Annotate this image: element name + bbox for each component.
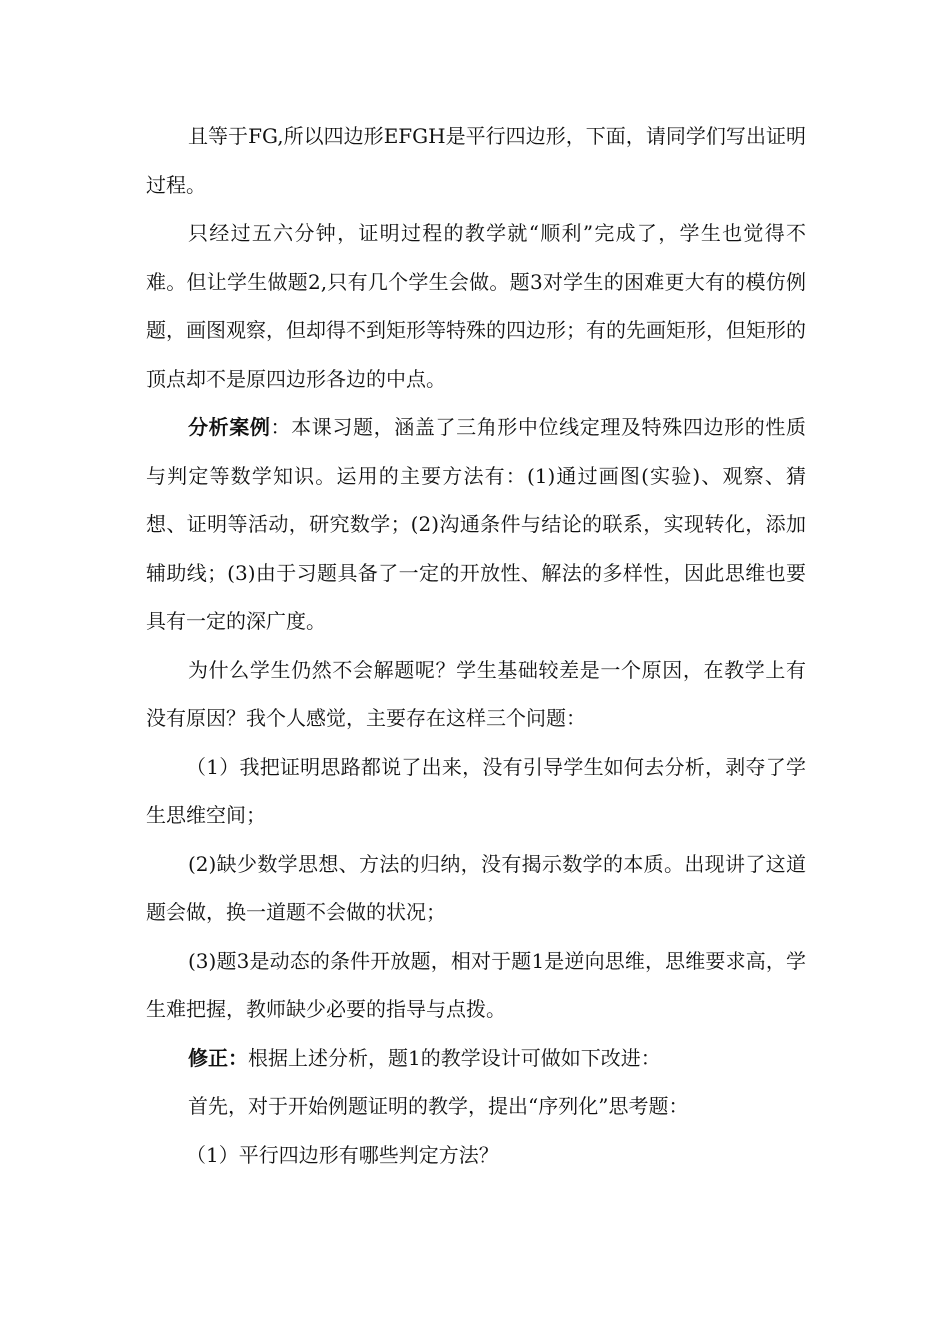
paragraph-question-1 [146, 1131, 806, 1180]
paragraph-problem-1 [146, 743, 806, 840]
paragraph-case-analysis [146, 403, 806, 646]
paragraph-teaching-result [146, 209, 806, 403]
paragraph-text: (2)缺少数学思想、方法的归纳，没有揭示数学的本质。出现讲了这道题会做，换一道题不会做的状况； [146, 851, 806, 924]
paragraph-text: 首先，对于开始例题证明的教学，提出“序列化”思考题： [188, 1094, 689, 1118]
paragraph-why-question [146, 646, 806, 743]
paragraph-text: 为什么学生仍然不会解题呢？学生基础较差是一个原因，在教学上有没有原因？我个人感觉，主要存在这样三个问题： [146, 657, 806, 730]
paragraph-text: 只经过五六分钟，证明过程的教学就“顺利”完成了，学生也觉得不难。但让学生做题2,只有几个学生会做。题3对学生的困难更大有的模仿例题，画图观察，但却得不到矩形等特殊的四边形；有的先画矩形，但矩形的顶点却不是原四边形各边的中点。 [146, 221, 806, 391]
paragraph-text: (3)题3是动态的条件开放题，相对于题1是逆向思维，思维要求高，学生难把握，教师缺少必要的指导与点拨。 [146, 948, 806, 1021]
paragraph-proof-intro [146, 112, 806, 209]
paragraph-text: （1）平行四边形有哪些判定方法？ [186, 1142, 499, 1167]
paragraph-text: （1）我把证明思路都说了出来，没有引导学生如何去分析，剥夺了学生思维空间； [146, 754, 806, 827]
correction-heading: 修正： [188, 1045, 248, 1070]
paragraph-text: 根据上述分析，题1的教学设计可做如下改进： [248, 1045, 661, 1070]
paragraph-text: ：本课习题，涵盖了三角形中位线定理及特殊四边形的性质与判定等数学知识。运用的主要方法有：(1)通过画图(实验)、观察、猜想、证明等活动，研究数学；(2)沟通条件与结论的联系，实现转化，添加辅助线；(3)由于习题具备了一定的开放性、解法的多样性，因此思维也要具有一定的深广度。 [146, 415, 807, 633]
case-analysis-heading: 分析案例 [188, 415, 271, 439]
paragraph-text: 且等于FG,所以四边形EFGH是平行四边形，下面，请同学们写出证明过程。 [146, 124, 806, 197]
paragraph-problem-3 [146, 937, 806, 1034]
paragraph-problem-2 [146, 840, 806, 937]
paragraph-first-step [146, 1082, 806, 1131]
document-body [146, 112, 806, 1179]
paragraph-correction [146, 1034, 806, 1083]
